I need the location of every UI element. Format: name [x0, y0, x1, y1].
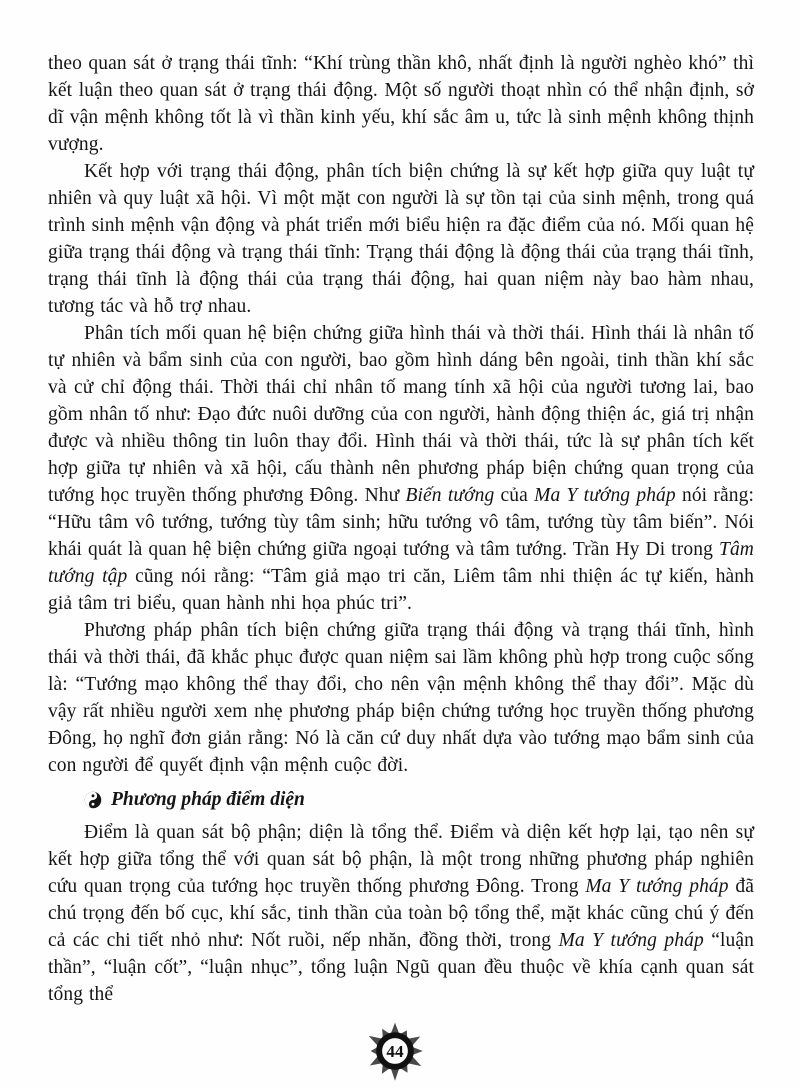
page-footer — [0, 1018, 800, 1084]
text-run: Phân tích mối quan hệ biện chứng giữa hình thái và thời thái. Hình thái là nhân tố tự nhiên và bẩm sinh của con người, bao gồm hình dáng bên ngoài, tinh thần khí sắc và cử chỉ động thái. Thời thái chỉ nhân tố mang tính xã hội của người tương lai, bao gồm nhân tố như: Đạo đức nuôi dưỡng của con người, hành động thiện ác, giá trị nhận được và nhiều thông tin luôn thay đổi. Hình thái và thời thái, tức là sự phân tích kết hợp giữa tự nhiên và xã hội, cấu thành nên phương pháp biện chứng quan trọng của tướng học truyền thống phương Đông. Như — [48, 323, 754, 506]
book-title-italic: Biến tướng — [405, 485, 495, 506]
book-title-italic: Ma Y tướng pháp — [534, 485, 676, 506]
text-run: “luận thần”, “luận cốt”, “luận nhục”, tổng luận Ngũ quan đều thuộc về khía cạnh quan sát tổng thể — [48, 930, 754, 1005]
book-title-italic: Ma Y tướng pháp — [558, 930, 704, 951]
text-run: cũng nói rằng: “Tâm giả mạo tri căn, Liêm tâm nhi thiện ác tự kiến, hành giả tâm tri biểu, quan hành nhi họa phúc tri”. — [48, 566, 755, 614]
paragraph — [48, 50, 754, 158]
page-number: 44 — [386, 1041, 404, 1061]
yin-yang-icon — [84, 791, 102, 809]
text-run: theo quan sát ở trạng thái tĩnh: “Khí trùng thần khô, nhất định là người nghèo khó” thì kết luận theo quan sát ở trạng thái động. Một số người thoạt nhìn có thể nhận định, sở dĩ vận mệnh không tốt là vì thần kinh yếu, khí sắc âm u, tức là sinh mệnh không thịnh vượng. — [48, 53, 754, 155]
book-title-italic: Tâm tướng tập — [48, 539, 754, 587]
text-run: của — [494, 485, 535, 506]
paragraph — [48, 819, 754, 1008]
paragraph-group-top — [48, 50, 754, 779]
text-run: Điểm là quan sát bộ phận; diện là tổng thể. Điểm và diện kết hợp lại, tạo nên sự kết hợp giữa tổng thể với quan sát bộ phận, là một trong những phương pháp nghiên cứu quan trọng của tướng học truyền thống phương Đông. Trong — [48, 822, 754, 897]
paragraph-group-bottom — [48, 819, 754, 1008]
text-run: Kết hợp với trạng thái động, phân tích biện chứng là sự kết hợp giữa quy luật tự nhiên và quy luật xã hội. Vì một mặt con người là sự tồn tại của sinh mệnh, trong quá trình sinh mệnh vận động và phát triển mới biểu hiện ra đặc điểm của nó. Mối quan hệ giữa trạng thái động và trạng thái tĩnh: Trạng thái động là động thái của trạng thái tĩnh, trạng thái tĩnh là động thái của trạng thái động, hai quan niệm này bao hàm nhau, tương tác và hỗ trợ nhau. — [48, 161, 754, 317]
flame-page-ornament — [352, 1018, 438, 1084]
text-run: Phương pháp phân tích biện chứng giữa trạng thái động và trạng thái tĩnh, hình thái và thời thái, đã khắc phục được quan niệm sai lầm không phù hợp trong cuộc sống là: “Tướng mạo không thể thay đổi, cho nên vận mệnh không thể thay đổi”. Mặc dù vậy rất nhiều người xem nhẹ phương pháp biện chứng tướng học truyền thống phương Đông, họ nghĩ đơn giản rằng: Nó là căn cứ duy nhất dựa vào tướng mạo bẩm sinh của con người để quyết định vận mệnh cuộc đời. — [48, 620, 754, 776]
book-title-italic: Ma Y tướng pháp — [585, 876, 729, 897]
text-run: nói rằng: “Hữu tâm vô tướng, tướng tùy tâm sinh; hữu tướng vô tâm, tướng tùy tâm biến”. Nói khái quát là quan hệ biện chứng giữa ngoại tướng và tâm tướng. Trần Hy Di trong — [48, 485, 754, 560]
paragraph — [48, 617, 754, 779]
section-heading-label: Phương pháp điểm diện — [111, 789, 305, 810]
text-run: đã chú trọng đến bố cục, khí sắc, tinh thần của toàn bộ tổng thể, mặt khác cũng chú ý đến cả các chi tiết nhỏ như: Nốt ruồi, nếp nhăn, đồng thời, trong — [48, 876, 754, 951]
section-heading — [84, 786, 754, 813]
paragraph — [48, 158, 754, 320]
paragraph — [48, 320, 754, 617]
text-block — [48, 50, 754, 1008]
